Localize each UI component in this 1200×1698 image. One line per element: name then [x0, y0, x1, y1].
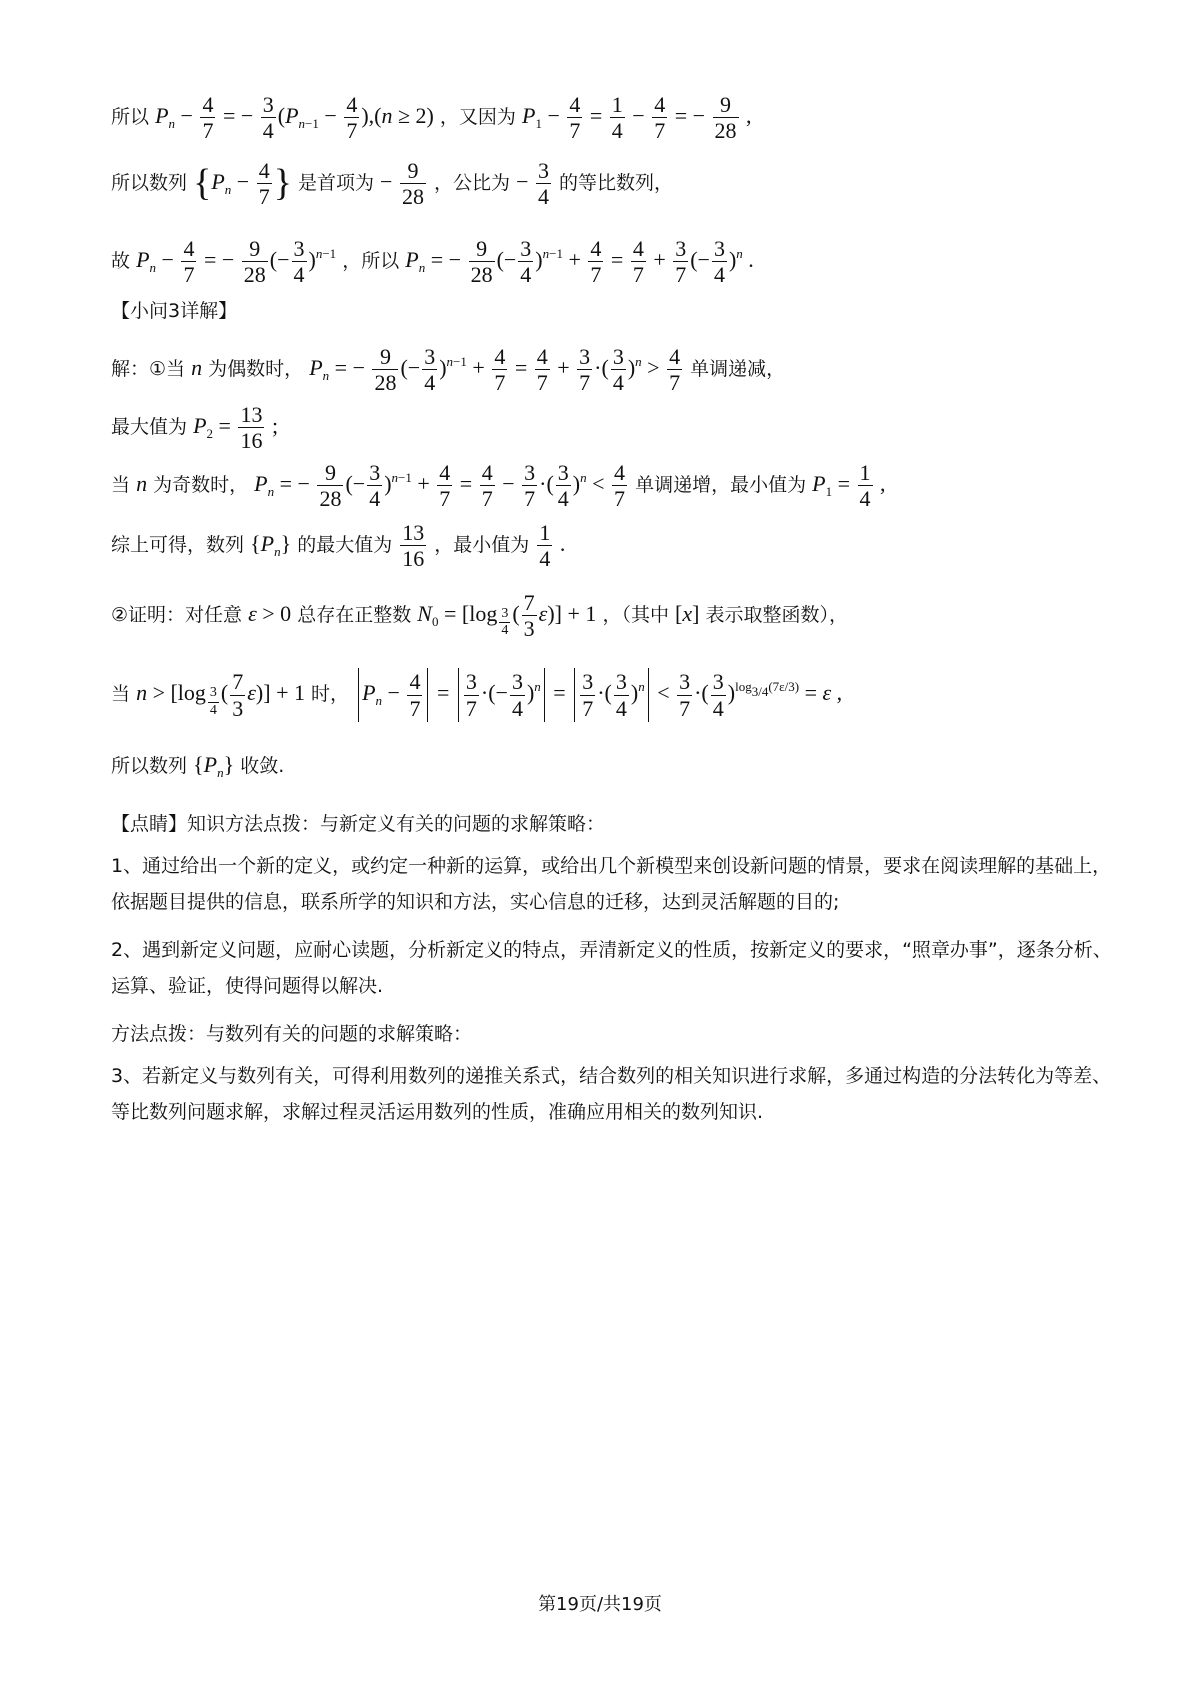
notes-paragraph-1: 1、通过给出一个新的定义，或约定一种新的运算，或给出几个新模型来创设新问题的情景，要求在阅读理解的基础上，依据题目提供的信息，联系所学的知识和方法，实心信息的迁移，达到灵活解题的目的; — [111, 855, 1112, 913]
line-max-value: 最大值为 $P_2$ = $\frac{13}{16}$ ; — [111, 402, 279, 454]
line-proof-intro: ②证明：对任意 ε > 0 总存在正整数 $N_0 = [\log$ $_{\frac{3}{4}}$ ( $\frac{7}{3}$ ε)] + 1 ，（其中 [x] 表示取整函数）， — [111, 590, 848, 642]
notes-heading: 【点睛】知识方法点拨：与新定义有关的问题的求解策略： — [111, 813, 606, 835]
line-converges: 所以数列 $\{P_n\}$ 收敛. — [111, 752, 285, 780]
notes-paragraph-3: 方法点拨：与数列有关的问题的求解策略： — [111, 1023, 473, 1045]
page-number-footer: 第19页/共19页 — [538, 1594, 662, 1615]
line-general-term: 故 $P_n$ − $\frac{4}{7}$ = − $\frac{9}{28}$ (− $\frac{3}{4}$ )$^{n-1}$ ，所以 $P_n$ = − $\frac{9}{28}$ (− $\frac{3}{4}$ )$^{n-1}$ + $\frac{4}{7}$ = $\frac{4}{7}$ + $\frac{3}{7}$ (− $\frac{3}{4}$ )$^n$ . — [111, 236, 754, 288]
line-summary: 综上可得，数列 $\{P_n\}$ 的最大值为 $\frac{13}{16}$ ，最小值为 $\frac{1}{4}$ . — [111, 520, 566, 572]
line-recurrence: 所以 $P_n$ − $\frac{4}{7}$ = − $\frac{3}{4}$ ($P_{n-1}$ − $\frac{4}{7}$ ),(n ≥ 2) ，又因为 $P_1$ − $\frac{4}{7}$ = $\frac{1}{4}$ − $\frac{4}{7}$ = − $\frac{9}{28}$ , — [111, 92, 752, 144]
section-heading: 【小问3详解】 — [111, 300, 238, 322]
line-proof-inequality: 当 n > [log $_{\frac{3}{4}}$ ( $\frac{7}{3}$ ε)] + 1 时， $P_n$ − $\frac{4}{7}$ = $\frac{3}{7}$ ·(− $\frac{3}{4}$ )$^n$ = $\frac{3}{7}$ ·( $\frac{3}{4}$ )$^n$ < $\frac{3}{7}$ ·( $\frac{3}{4}$ )$^{log_{3/4}(7\varepsilon/3)}$ = ε , — [111, 669, 843, 721]
line-even-case: 解：①当 n 为偶数时， $P_n$ = − $\frac{9}{28}$ (− $\frac{3}{4}$ )$^{n-1}$ + $\frac{4}{7}$ = $\frac{4}{7}$ + $\frac{3}{7}$ ·( $\frac{3}{4}$ )$^n$ > $\frac{4}{7}$ 单调递减， — [111, 344, 786, 396]
line-geometric-sequence: 所以数列 {$P_n$ − $\frac{4}{7}$ } 是首项为 − $\frac{9}{28}$ ，公比为 − $\frac{3}{4}$ 的等比数列， — [111, 158, 674, 210]
notes-paragraph-4: 3、若新定义与数列有关，可得利用数列的递推关系式，结合数列的相关知识进行求解，多通过构造的分法转化为等差、等比数列问题求解，求解过程灵活运用数列的性质，准确应用相关的数列知识. — [111, 1065, 1112, 1123]
line-odd-case: 当 n 为奇数时， $P_n$ = − $\frac{9}{28}$ (− $\frac{3}{4}$ )$^{n-1}$ + $\frac{4}{7}$ = $\frac{4}{7}$ − $\frac{3}{7}$ ·( $\frac{3}{4}$ )$^n$ < $\frac{4}{7}$ 单调递增，最小值为 $P_1$ = $\frac{1}{4}$ , — [111, 460, 886, 512]
notes-paragraph-2: 2、遇到新定义问题，应耐心读题，分析新定义的特点，弄清新定义的性质，按新定义的要求，“照章办事”，逐条分析、运算、验证，使得问题得以解决. — [111, 939, 1112, 997]
